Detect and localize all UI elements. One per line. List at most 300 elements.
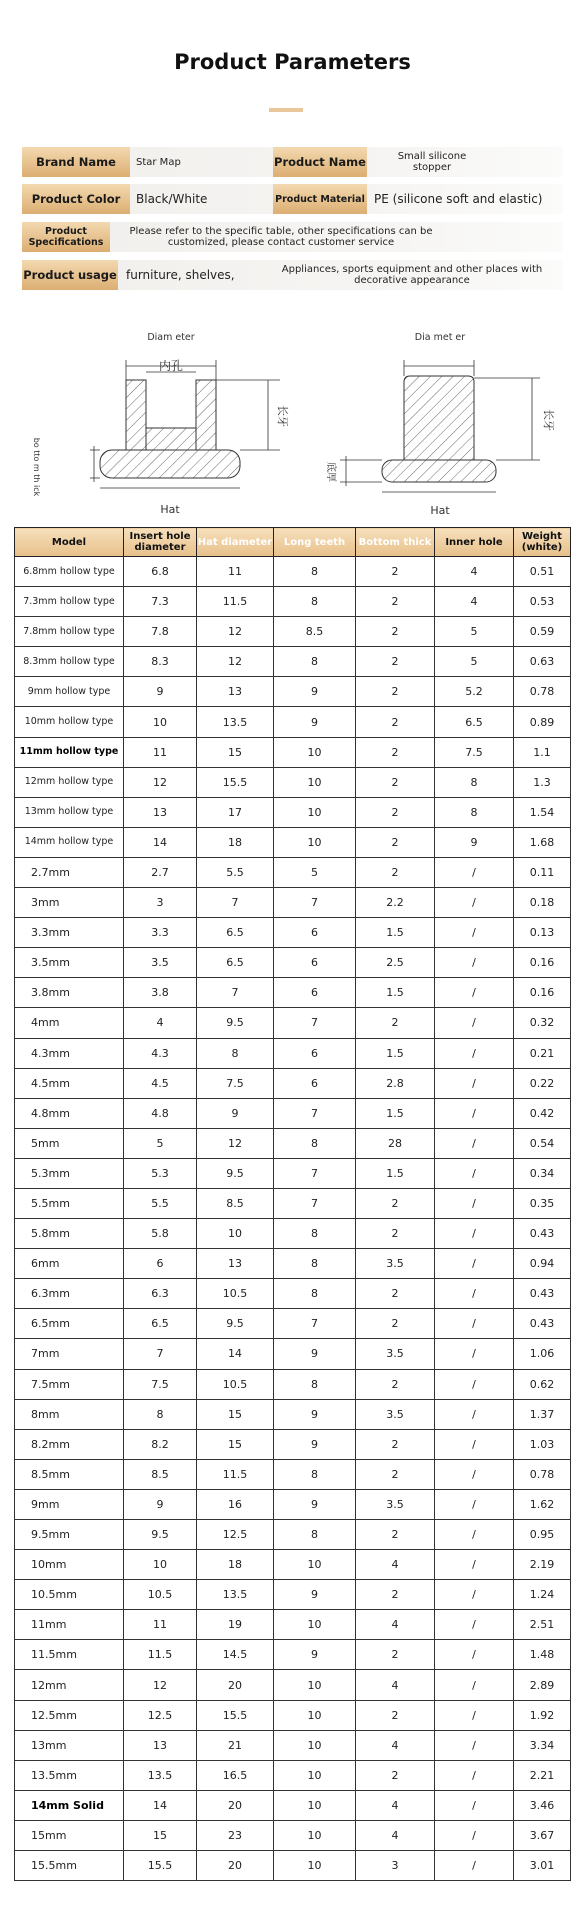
cell-weight: 0.43	[514, 1279, 571, 1309]
cell-hat-diameter: 8	[197, 1038, 274, 1068]
cell-weight: 0.51	[514, 557, 571, 587]
cell-hat-diameter: 16.5	[197, 1760, 274, 1790]
cell-model: 5.5mm	[15, 1188, 124, 1218]
table-row	[15, 1700, 571, 1730]
cell-long-teeth: 10	[274, 797, 356, 827]
title-underline	[269, 108, 303, 112]
left-inner-hole-label: 内孔	[158, 359, 184, 373]
table-row	[15, 1339, 571, 1369]
cell-bottom-thick: 2	[356, 1760, 435, 1790]
cell-long-teeth: 6	[274, 1068, 356, 1098]
cell-insert-hole: 12.5	[124, 1700, 197, 1730]
param-row-color	[22, 184, 563, 214]
cell-weight: 0.21	[514, 1038, 571, 1068]
cell-weight: 0.18	[514, 888, 571, 918]
cell-weight: 1.37	[514, 1399, 571, 1429]
cell-long-teeth: 10	[274, 1670, 356, 1700]
cell-inner-hole: 5.2	[435, 677, 514, 707]
cell-long-teeth: 10	[274, 827, 356, 857]
left-bottom-thick-label: bo tto m th ick	[32, 437, 41, 497]
table-row	[15, 1399, 571, 1429]
cell-weight: 2.21	[514, 1760, 571, 1790]
cell-insert-hole: 12	[124, 1670, 197, 1700]
cell-weight: 0.42	[514, 1098, 571, 1128]
cell-bottom-thick: 2	[356, 767, 435, 797]
cell-model: 9mm hollow type	[15, 677, 124, 707]
cell-insert-hole: 4.3	[124, 1038, 197, 1068]
cell-inner-hole: /	[435, 1279, 514, 1309]
cell-bottom-thick: 2	[356, 1520, 435, 1550]
cell-inner-hole: /	[435, 1489, 514, 1519]
table-row	[15, 677, 571, 707]
cell-insert-hole: 5.3	[124, 1158, 197, 1188]
cell-inner-hole: /	[435, 1429, 514, 1459]
cell-model: 15mm	[15, 1820, 124, 1850]
product-specifications-value: Please refer to the specific table, other specifications can be customized, please contact customer service	[129, 226, 433, 248]
table-row	[15, 1098, 571, 1128]
cell-bottom-thick: 1.5	[356, 1158, 435, 1188]
right-diameter-label: Dia met er	[414, 332, 466, 343]
cell-bottom-thick: 2	[356, 1700, 435, 1730]
product-color-value: Black/White	[136, 191, 208, 206]
cell-inner-hole: /	[435, 1580, 514, 1610]
cell-hat-diameter: 18	[197, 1550, 274, 1580]
param-row-usage	[22, 260, 563, 290]
cell-hat-diameter: 14	[197, 1339, 274, 1369]
cell-model: 9.5mm	[15, 1520, 124, 1550]
cell-inner-hole: /	[435, 1640, 514, 1670]
cell-bottom-thick: 2	[356, 617, 435, 647]
brand-name-value: Star Map	[136, 156, 181, 168]
cell-insert-hole: 13.5	[124, 1760, 197, 1790]
table-row	[15, 1008, 571, 1038]
cell-bottom-thick: 1.5	[356, 918, 435, 948]
cell-inner-hole: /	[435, 1188, 514, 1218]
cell-model: 11mm	[15, 1610, 124, 1640]
cell-insert-hole: 9	[124, 677, 197, 707]
cell-weight: 1.06	[514, 1339, 571, 1369]
cell-bottom-thick: 2	[356, 587, 435, 617]
cell-model: 7.8mm hollow type	[15, 617, 124, 647]
cell-insert-hole: 5.5	[124, 1188, 197, 1218]
cell-model: 5.8mm	[15, 1219, 124, 1249]
cell-hat-diameter: 16	[197, 1489, 274, 1519]
table-row	[15, 617, 571, 647]
cell-bottom-thick: 2	[356, 1580, 435, 1610]
cell-hat-diameter: 12	[197, 617, 274, 647]
cell-inner-hole: /	[435, 1610, 514, 1640]
cell-model: 11.5mm	[15, 1640, 124, 1670]
cell-weight: 0.32	[514, 1008, 571, 1038]
left-hat-label: Hat	[160, 503, 180, 516]
cell-insert-hole: 7.8	[124, 617, 197, 647]
cell-insert-hole: 3.5	[124, 948, 197, 978]
cell-insert-hole: 11.5	[124, 1640, 197, 1670]
cell-insert-hole: 10	[124, 1550, 197, 1580]
cell-long-teeth: 8	[274, 1279, 356, 1309]
cell-insert-hole: 15.5	[124, 1851, 197, 1881]
cell-bottom-thick: 1.5	[356, 978, 435, 1008]
cell-long-teeth: 8	[274, 1219, 356, 1249]
cell-long-teeth: 6	[274, 948, 356, 978]
cell-long-teeth: 9	[274, 1489, 356, 1519]
cell-hat-diameter: 10.5	[197, 1279, 274, 1309]
cell-insert-hole: 6.5	[124, 1309, 197, 1339]
header-model: Model	[15, 528, 124, 557]
cell-insert-hole: 15	[124, 1820, 197, 1850]
table-row	[15, 647, 571, 677]
cell-weight: 1.48	[514, 1640, 571, 1670]
cell-weight: 0.11	[514, 857, 571, 887]
product-usage-value-1: furniture, shelves,	[126, 267, 235, 282]
table-row	[15, 1640, 571, 1670]
cell-insert-hole: 13	[124, 1730, 197, 1760]
cell-hat-diameter: 13.5	[197, 707, 274, 737]
cell-hat-diameter: 18	[197, 827, 274, 857]
cell-hat-diameter: 19	[197, 1610, 274, 1640]
table-row	[15, 707, 571, 737]
cell-long-teeth: 8	[274, 1369, 356, 1399]
cell-model: 8.2mm	[15, 1429, 124, 1459]
cell-inner-hole: /	[435, 1670, 514, 1700]
cell-weight: 0.59	[514, 617, 571, 647]
cell-bottom-thick: 1.5	[356, 1038, 435, 1068]
cell-model: 10mm hollow type	[15, 707, 124, 737]
cell-inner-hole: 4	[435, 587, 514, 617]
cell-long-teeth: 9	[274, 1339, 356, 1369]
cell-weight: 0.34	[514, 1158, 571, 1188]
table-row	[15, 557, 571, 587]
cell-hat-diameter: 15.5	[197, 1700, 274, 1730]
cell-insert-hole: 4	[124, 1008, 197, 1038]
cell-long-teeth: 10	[274, 1700, 356, 1730]
header-insert-hole: Insert hole diameter	[124, 528, 197, 557]
cell-model: 14mm hollow type	[15, 827, 124, 857]
cell-long-teeth: 10	[274, 1790, 356, 1820]
cell-hat-diameter: 11.5	[197, 587, 274, 617]
cell-model: 6.8mm hollow type	[15, 557, 124, 587]
cell-insert-hole: 11	[124, 1610, 197, 1640]
cell-bottom-thick: 4	[356, 1820, 435, 1850]
cell-model: 7mm	[15, 1339, 124, 1369]
cell-insert-hole: 6	[124, 1249, 197, 1279]
cell-bottom-thick: 2	[356, 1459, 435, 1489]
cell-long-teeth: 9	[274, 1399, 356, 1429]
cell-bottom-thick: 28	[356, 1128, 435, 1158]
page-title: Product Parameters	[174, 50, 411, 74]
cell-bottom-thick: 2	[356, 1008, 435, 1038]
table-row	[15, 1219, 571, 1249]
table-row	[15, 1068, 571, 1098]
cell-long-teeth: 8	[274, 1128, 356, 1158]
cell-model: 4mm	[15, 1008, 124, 1038]
cell-hat-diameter: 11.5	[197, 1459, 274, 1489]
cell-insert-hole: 5	[124, 1128, 197, 1158]
cell-model: 3.5mm	[15, 948, 124, 978]
cell-weight: 0.43	[514, 1309, 571, 1339]
cell-model: 8.5mm	[15, 1459, 124, 1489]
cell-weight: 1.1	[514, 737, 571, 767]
cell-bottom-thick: 2	[356, 1309, 435, 1339]
table-row	[15, 1820, 571, 1850]
cell-hat-diameter: 23	[197, 1820, 274, 1850]
cell-insert-hole: 12	[124, 767, 197, 797]
cell-hat-diameter: 6.5	[197, 948, 274, 978]
header-weight: Weight (white)	[514, 528, 571, 557]
table-row	[15, 737, 571, 767]
cell-weight: 0.63	[514, 647, 571, 677]
cell-insert-hole: 11	[124, 737, 197, 767]
table-row	[15, 1249, 571, 1279]
cell-model: 7.5mm	[15, 1369, 124, 1399]
cell-bottom-thick: 1.5	[356, 1098, 435, 1128]
table-row	[15, 1520, 571, 1550]
product-usage-value-2: Appliances, sports equipment and other places with decorative appearance	[281, 264, 543, 286]
cell-weight: 3.01	[514, 1851, 571, 1881]
cell-weight: 2.89	[514, 1670, 571, 1700]
cell-insert-hole: 10	[124, 707, 197, 737]
table-row	[15, 1851, 571, 1881]
cell-inner-hole: /	[435, 857, 514, 887]
cell-long-teeth: 7	[274, 1188, 356, 1218]
cell-insert-hole: 3.3	[124, 918, 197, 948]
cell-long-teeth: 9	[274, 677, 356, 707]
cell-bottom-thick: 3.5	[356, 1399, 435, 1429]
cell-insert-hole: 9	[124, 1489, 197, 1519]
hollow-stopper-drawing	[90, 360, 280, 488]
cell-bottom-thick: 3	[356, 1851, 435, 1881]
cell-insert-hole: 13	[124, 797, 197, 827]
table-row	[15, 1790, 571, 1820]
product-color-label: Product Color	[22, 184, 130, 214]
cell-insert-hole: 3.8	[124, 978, 197, 1008]
table-row	[15, 767, 571, 797]
cell-inner-hole: /	[435, 1068, 514, 1098]
cell-model: 3mm	[15, 888, 124, 918]
cell-weight: 1.03	[514, 1429, 571, 1459]
cell-hat-diameter: 9.5	[197, 1158, 274, 1188]
cell-bottom-thick: 2	[356, 1279, 435, 1309]
cell-bottom-thick: 3.5	[356, 1489, 435, 1519]
cell-long-teeth: 5	[274, 857, 356, 887]
product-specifications-label: Product Specifications	[22, 222, 110, 252]
cell-long-teeth: 6	[274, 918, 356, 948]
cell-model: 12mm	[15, 1670, 124, 1700]
cell-long-teeth: 10	[274, 737, 356, 767]
cell-insert-hole: 8.5	[124, 1459, 197, 1489]
right-teeth-length-label: 长牙	[542, 409, 555, 431]
cell-hat-diameter: 7	[197, 978, 274, 1008]
cell-bottom-thick: 4	[356, 1550, 435, 1580]
cell-bottom-thick: 2.5	[356, 948, 435, 978]
cell-long-teeth: 9	[274, 1580, 356, 1610]
cell-bottom-thick: 4	[356, 1790, 435, 1820]
table-row	[15, 827, 571, 857]
cell-long-teeth: 10	[274, 1851, 356, 1881]
cell-weight: 0.78	[514, 1459, 571, 1489]
cell-bottom-thick: 2	[356, 1188, 435, 1218]
table-row	[15, 1279, 571, 1309]
cell-weight: 1.3	[514, 767, 571, 797]
cell-bottom-thick: 2	[356, 737, 435, 767]
table-row	[15, 978, 571, 1008]
product-name-label: Product Name	[273, 147, 367, 177]
cell-insert-hole: 2.7	[124, 857, 197, 887]
cell-bottom-thick: 2	[356, 1219, 435, 1249]
cell-inner-hole: /	[435, 1550, 514, 1580]
cell-weight: 2.19	[514, 1550, 571, 1580]
param-row-specifications	[22, 222, 563, 252]
cell-model: 3.3mm	[15, 918, 124, 948]
cell-inner-hole: 7.5	[435, 737, 514, 767]
cell-hat-diameter: 15.5	[197, 767, 274, 797]
cell-long-teeth: 8	[274, 1249, 356, 1279]
cell-long-teeth: 10	[274, 1730, 356, 1760]
cell-insert-hole: 9.5	[124, 1520, 197, 1550]
cell-model: 8.3mm hollow type	[15, 647, 124, 677]
cell-weight: 1.54	[514, 797, 571, 827]
cell-inner-hole: 9	[435, 827, 514, 857]
cell-hat-diameter: 9.5	[197, 1309, 274, 1339]
cell-long-teeth: 8	[274, 647, 356, 677]
cell-model: 3.8mm	[15, 978, 124, 1008]
cell-bottom-thick: 3.5	[356, 1249, 435, 1279]
cell-long-teeth: 8	[274, 1459, 356, 1489]
cell-weight: 0.53	[514, 587, 571, 617]
cell-inner-hole: /	[435, 1008, 514, 1038]
table-row	[15, 587, 571, 617]
cell-long-teeth: 10	[274, 1550, 356, 1580]
cell-hat-diameter: 6.5	[197, 918, 274, 948]
cell-hat-diameter: 10.5	[197, 1369, 274, 1399]
cell-weight: 0.22	[514, 1068, 571, 1098]
header-bottom-thick: Bottom thick	[356, 528, 435, 557]
cell-inner-hole: /	[435, 1369, 514, 1399]
cell-long-teeth: 7	[274, 888, 356, 918]
cell-model: 4.8mm	[15, 1098, 124, 1128]
table-row	[15, 1550, 571, 1580]
cell-inner-hole: /	[435, 948, 514, 978]
cell-insert-hole: 6.8	[124, 557, 197, 587]
cell-insert-hole: 10.5	[124, 1580, 197, 1610]
cell-long-teeth: 10	[274, 767, 356, 797]
cell-inner-hole: /	[435, 1309, 514, 1339]
cell-model: 12mm hollow type	[15, 767, 124, 797]
cell-hat-diameter: 13	[197, 1249, 274, 1279]
cell-bottom-thick: 2	[356, 707, 435, 737]
cell-bottom-thick: 2	[356, 557, 435, 587]
cell-long-teeth: 6	[274, 978, 356, 1008]
cell-hat-diameter: 13	[197, 677, 274, 707]
cell-inner-hole: /	[435, 1399, 514, 1429]
table-row	[15, 857, 571, 887]
cell-inner-hole: /	[435, 1339, 514, 1369]
table-row	[15, 1038, 571, 1068]
header-hat-diameter: Hat diameter	[197, 528, 274, 557]
cell-insert-hole: 7.5	[124, 1369, 197, 1399]
cell-model: 9mm	[15, 1489, 124, 1519]
cell-bottom-thick: 2	[356, 827, 435, 857]
cell-bottom-thick: 2	[356, 1369, 435, 1399]
table-row	[15, 1128, 571, 1158]
cell-weight: 0.89	[514, 707, 571, 737]
cell-weight: 0.54	[514, 1128, 571, 1158]
cell-hat-diameter: 9.5	[197, 1008, 274, 1038]
cell-insert-hole: 14	[124, 827, 197, 857]
cell-hat-diameter: 13.5	[197, 1580, 274, 1610]
cell-long-teeth: 8	[274, 1520, 356, 1550]
table-row	[15, 1158, 571, 1188]
cell-model: 5mm	[15, 1128, 124, 1158]
cell-model: 13.5mm	[15, 1760, 124, 1790]
cell-hat-diameter: 20	[197, 1790, 274, 1820]
cell-long-teeth: 9	[274, 1429, 356, 1459]
cell-long-teeth: 9	[274, 1640, 356, 1670]
cell-long-teeth: 10	[274, 1820, 356, 1850]
cell-inner-hole: /	[435, 1700, 514, 1730]
cell-inner-hole: /	[435, 918, 514, 948]
cell-model: 6.3mm	[15, 1279, 124, 1309]
cell-inner-hole: /	[435, 1038, 514, 1068]
table-row	[15, 1459, 571, 1489]
cell-bottom-thick: 4	[356, 1670, 435, 1700]
cell-weight: 0.43	[514, 1219, 571, 1249]
cell-bottom-thick: 2	[356, 1429, 435, 1459]
header-long-teeth: Long teeth	[274, 528, 356, 557]
cell-hat-diameter: 12	[197, 1128, 274, 1158]
table-row	[15, 1489, 571, 1519]
cell-inner-hole: /	[435, 1730, 514, 1760]
cell-bottom-thick: 2	[356, 677, 435, 707]
cell-insert-hole: 8	[124, 1399, 197, 1429]
cell-insert-hole: 7.3	[124, 587, 197, 617]
cell-weight: 1.92	[514, 1700, 571, 1730]
cell-inner-hole: /	[435, 1219, 514, 1249]
cell-hat-diameter: 10	[197, 1219, 274, 1249]
cell-model: 14mm Solid	[15, 1790, 124, 1820]
cell-long-teeth: 7	[274, 1098, 356, 1128]
cell-inner-hole: /	[435, 978, 514, 1008]
cell-bottom-thick: 2.8	[356, 1068, 435, 1098]
cell-inner-hole: /	[435, 1790, 514, 1820]
cell-hat-diameter: 15	[197, 737, 274, 767]
cell-weight: 1.24	[514, 1580, 571, 1610]
cell-weight: 1.68	[514, 827, 571, 857]
table-row	[15, 797, 571, 827]
cell-inner-hole: 8	[435, 767, 514, 797]
cell-model: 15.5mm	[15, 1851, 124, 1881]
cell-weight: 0.62	[514, 1369, 571, 1399]
cell-hat-diameter: 9	[197, 1098, 274, 1128]
cell-hat-diameter: 15	[197, 1399, 274, 1429]
cell-model: 12.5mm	[15, 1700, 124, 1730]
header-inner-hole: Inner hole	[435, 528, 514, 557]
cell-inner-hole: /	[435, 1098, 514, 1128]
cell-hat-diameter: 21	[197, 1730, 274, 1760]
cell-inner-hole: 4	[435, 557, 514, 587]
cell-long-teeth: 6	[274, 1038, 356, 1068]
cell-hat-diameter: 15	[197, 1429, 274, 1459]
right-thickness-label: 底厚	[325, 462, 336, 482]
cell-insert-hole: 6.3	[124, 1279, 197, 1309]
cell-model: 10mm	[15, 1550, 124, 1580]
cell-long-teeth: 9	[274, 707, 356, 737]
cell-inner-hole: /	[435, 1760, 514, 1790]
product-name-value: Small silicone stopper	[397, 151, 467, 173]
cell-bottom-thick: 2	[356, 797, 435, 827]
cell-insert-hole: 5.8	[124, 1219, 197, 1249]
cell-long-teeth: 8	[274, 587, 356, 617]
